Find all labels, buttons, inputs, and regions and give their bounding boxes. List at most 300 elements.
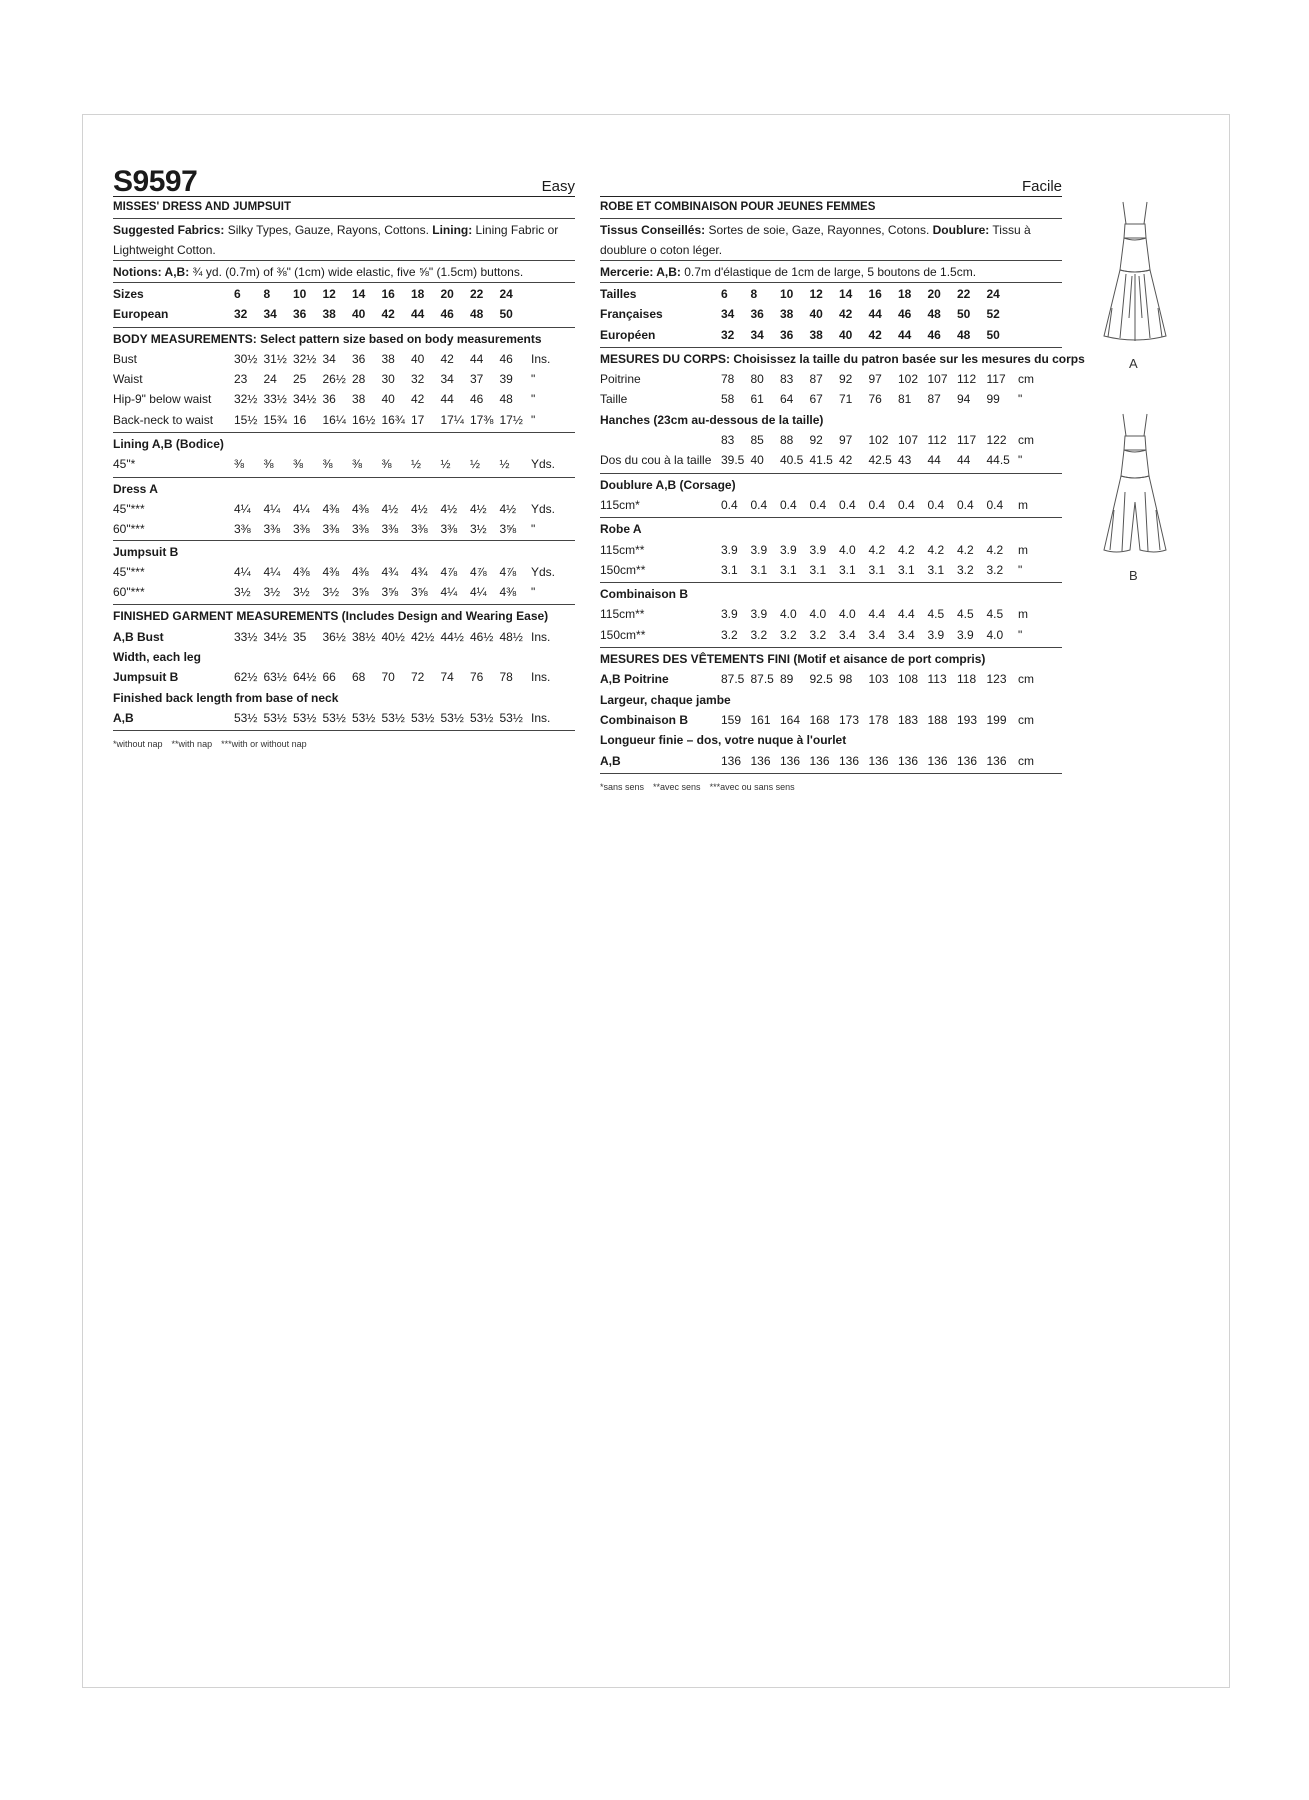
cell-value: 40 — [352, 307, 366, 322]
lining-label: Lining: — [432, 223, 473, 237]
row-label: A,B — [600, 753, 621, 768]
cell-value: 161 — [750, 712, 771, 727]
fabrics-text: Silky Types, Gauze, Rayons, Cottons. — [224, 223, 433, 237]
cell-value: ½ — [470, 457, 481, 472]
finished-heading: FINISHED GARMENT MEASUREMENTS (Includes Design and Wearing Ease) — [113, 609, 549, 624]
cell-value: 4¼ — [293, 501, 310, 516]
cell-value: 17⅜ — [470, 412, 494, 427]
cell-value: 53½ — [499, 710, 523, 725]
cell-value: 68 — [352, 670, 366, 685]
english-column — [113, 165, 575, 751]
unit-label: " — [1018, 627, 1023, 642]
cell-value: 0.4 — [986, 497, 1004, 512]
cell-value: 3½ — [234, 585, 251, 600]
cell-value: 38 — [381, 351, 395, 366]
hip-title: Hanches (23cm au-dessous de la taille) — [600, 412, 824, 427]
cell-value: 98 — [839, 672, 853, 687]
difficulty-level: Easy — [541, 178, 575, 195]
difficulty-level: Facile — [1021, 178, 1062, 195]
cell-value: 3.1 — [868, 562, 886, 577]
cell-value: 78 — [499, 670, 513, 685]
table-row — [113, 349, 575, 369]
cell-value: 164 — [780, 712, 801, 727]
cell-value: 136 — [927, 753, 948, 768]
cell-value: 173 — [839, 712, 860, 727]
cell-value: 168 — [809, 712, 830, 727]
cell-value: 83 — [721, 433, 735, 448]
cell-value: 183 — [898, 712, 919, 727]
footnotes — [113, 731, 575, 751]
cell-value: 38 — [352, 392, 366, 407]
cell-value: 3.9 — [750, 607, 768, 622]
cell-value: 136 — [721, 753, 742, 768]
pattern-title: MISSES' DRESS AND JUMPSUIT — [113, 197, 575, 219]
table-row — [600, 495, 1062, 515]
cell-value: 40½ — [381, 629, 405, 644]
table-row — [113, 627, 575, 647]
row-label: Combinaison B — [600, 712, 689, 727]
cell-value: 38 — [809, 327, 823, 342]
cell-value: 3.9 — [957, 627, 974, 642]
row-label: A,B Bust — [113, 629, 164, 644]
cell-value: 32 — [721, 327, 735, 342]
cell-value: 97 — [868, 372, 882, 387]
cell-value: 43 — [898, 453, 912, 468]
unit-label: " — [531, 412, 536, 427]
row-label: Poitrine — [600, 372, 641, 387]
cell-value: 122 — [986, 433, 1007, 448]
cell-value: 3.9 — [780, 542, 797, 557]
cell-value: 46 — [440, 307, 454, 322]
cell-value: 64 — [780, 392, 794, 407]
cell-value: 16 — [293, 412, 307, 427]
cell-value: 15½ — [234, 412, 258, 427]
table-row — [113, 369, 575, 389]
row-label: 45"*** — [113, 501, 145, 516]
cell-value: ⅜ — [293, 457, 304, 472]
cell-value: 136 — [986, 753, 1007, 768]
cell-value: 3.1 — [839, 562, 856, 577]
cell-value: 39 — [499, 372, 513, 387]
cell-value: 44 — [927, 453, 941, 468]
body-heading-rest: Select pattern size based on body measurements — [256, 331, 542, 346]
cell-value: 4⅜ — [499, 585, 517, 600]
cell-value: 50 — [986, 327, 1000, 342]
cell-value: 38½ — [352, 629, 376, 644]
unit-label: Ins. — [531, 670, 551, 685]
cell-value: 16½ — [352, 412, 376, 427]
body-rows — [600, 369, 1062, 410]
cell-value: 107 — [898, 433, 919, 448]
unit-label: m — [1018, 497, 1028, 512]
cell-value: 117 — [957, 433, 977, 448]
table-row — [600, 304, 1062, 324]
cell-value: 81 — [898, 392, 912, 407]
cell-value: 64½ — [293, 670, 317, 685]
cell-value: 4¼ — [234, 501, 251, 516]
dress-yardage-table — [600, 518, 1062, 583]
fabrics-paragraph — [113, 219, 575, 261]
cell-value: 14 — [352, 287, 366, 301]
cell-value: 76 — [470, 670, 484, 685]
cell-value: ⅜ — [234, 457, 245, 472]
cell-value: 4½ — [499, 501, 517, 516]
cell-value: 94 — [957, 392, 971, 407]
cell-value: 40 — [809, 307, 823, 322]
sketch-label-b: B — [1129, 568, 1138, 583]
row-label: A,B Poitrine — [600, 672, 669, 687]
cell-value: 53½ — [381, 710, 405, 725]
jumpsuit-rows — [113, 562, 575, 603]
cell-value: 32 — [234, 307, 248, 322]
table-row — [600, 560, 1062, 580]
notions-paragraph — [600, 261, 1062, 283]
lining-yardage-table — [600, 474, 1062, 519]
width-title: Width, each leg — [113, 650, 201, 665]
cell-value: 17¼ — [440, 412, 464, 427]
cell-value: 44 — [898, 327, 912, 342]
cell-value: 36 — [293, 307, 307, 322]
cell-value: 3½ — [322, 585, 340, 600]
cell-value: 4⅜ — [322, 564, 340, 579]
unit-label: m — [1018, 607, 1028, 622]
row-label: Européen — [600, 327, 656, 342]
cell-value: 12 — [322, 287, 336, 301]
table-row — [600, 540, 1062, 560]
cell-value: 42 — [440, 351, 454, 366]
cell-value: 4⅞ — [470, 564, 487, 579]
table-row — [113, 562, 575, 582]
cell-value: 34 — [750, 327, 764, 342]
section-heading — [113, 329, 575, 349]
cell-value: 123 — [986, 672, 1007, 687]
cell-value: 53½ — [322, 710, 346, 725]
cell-value: ⅜ — [263, 457, 274, 472]
body-measurements-table — [600, 348, 1085, 474]
cell-value: 34½ — [293, 392, 317, 407]
cell-value: 6 — [721, 287, 728, 301]
cell-value: 3.2 — [986, 562, 1004, 577]
cell-value: 0.4 — [721, 497, 738, 512]
cell-value: 4½ — [470, 501, 487, 516]
cell-value: 0.4 — [957, 497, 974, 512]
table-row — [600, 369, 1062, 389]
cell-value: 34 — [263, 307, 277, 322]
cell-value: 16¾ — [381, 412, 405, 427]
cell-value: 48 — [927, 307, 941, 322]
section-heading: MESURES DU CORPS: Choisissez la taille du patron basée sur les mesures du corps — [600, 351, 1085, 366]
cell-value: 87 — [809, 372, 823, 387]
cell-value: 53½ — [352, 710, 376, 725]
cell-value: 44.5 — [986, 453, 1010, 468]
body-heading: BODY MEASUREMENTS: — [113, 331, 257, 346]
cell-value: 4⅞ — [499, 564, 517, 579]
cell-value: 46 — [927, 327, 941, 342]
notions-text: ¾ yd. (0.7m) of ⅜" (1cm) wide elastic, five ⅝" (1.5cm) buttons. — [189, 265, 524, 279]
row-label: 60"*** — [113, 585, 145, 600]
cell-value: 3⅜ — [293, 522, 310, 537]
cell-value: ½ — [440, 457, 451, 472]
cell-value: 71 — [839, 392, 853, 407]
row-label: Waist — [113, 372, 143, 387]
cell-value: 4¼ — [440, 585, 458, 600]
dress-rows — [600, 540, 1062, 581]
cell-value: 199 — [986, 712, 1007, 727]
cell-value: 0.4 — [750, 497, 768, 512]
cell-value: 136 — [898, 753, 919, 768]
cell-value: 53½ — [234, 710, 258, 725]
cell-value: 8 — [263, 287, 271, 301]
cell-value: 87 — [927, 392, 941, 407]
cell-value: 17½ — [499, 412, 523, 427]
cell-value: 34 — [322, 351, 336, 366]
cell-value: 3.9 — [809, 542, 827, 557]
cell-value: 44 — [470, 351, 484, 366]
cell-value: 4½ — [381, 501, 399, 516]
cell-value: 3.1 — [780, 562, 797, 577]
table-row — [113, 519, 575, 539]
cell-value: 4½ — [440, 501, 458, 516]
finished-heading: MESURES DES VÊTEMENTS FINI (Motif et aisance de port compris) — [600, 652, 986, 667]
row-label: Jumpsuit B — [113, 670, 179, 685]
footnote: **with nap — [171, 739, 213, 750]
cell-value: 48 — [499, 392, 513, 407]
sizes-table — [113, 283, 575, 328]
dress-rows — [113, 499, 575, 540]
cell-value: 25 — [293, 372, 307, 387]
cell-value: 4¼ — [470, 585, 487, 600]
cell-value: 159 — [721, 712, 742, 727]
cell-value: 3.1 — [721, 562, 738, 577]
cell-value: 32½ — [293, 351, 317, 366]
notions-text: 0.7m d'élastique de 1cm de large, 5 boutons de 1.5cm. — [680, 265, 977, 279]
pattern-title: ROBE ET COMBINAISON POUR JEUNES FEMMES — [600, 197, 1062, 219]
table-row — [113, 389, 575, 409]
unit-label: " — [531, 392, 536, 407]
unit-label: cm — [1018, 753, 1034, 768]
unit-label: Yds. — [531, 564, 556, 579]
cell-value: 26½ — [322, 372, 346, 387]
pattern-code: S9597 — [113, 165, 198, 198]
row-label: 45"*** — [113, 564, 145, 579]
cell-value: 4.5 — [986, 607, 1004, 622]
length-title: Longueur finie – dos, votre nuque à l'ourlet — [600, 733, 847, 748]
cell-value: 78 — [721, 372, 735, 387]
notions-label: Notions: A,B: — [113, 265, 190, 279]
cell-value: 4.5 — [957, 607, 974, 622]
table-row — [600, 389, 1062, 409]
table-row — [600, 325, 1062, 345]
cell-value: 136 — [809, 753, 830, 768]
cell-value: 92.5 — [809, 672, 833, 687]
row-label: Tailles — [600, 287, 637, 301]
unit-label — [529, 304, 531, 324]
cell-value: 76 — [868, 392, 882, 407]
table-row — [113, 304, 575, 324]
cell-value: 34 — [440, 372, 454, 387]
cell-value: 3⅜ — [440, 522, 458, 537]
cell-value: 117 — [986, 372, 1006, 387]
unit-label: Ins. — [531, 351, 551, 366]
cell-value: 4¾ — [381, 564, 399, 579]
cell-value: 34 — [721, 307, 735, 322]
jumpsuit-title: Combinaison B — [600, 587, 689, 602]
fabrics-text: Sortes de soie, Gaze, Rayonnes, Cotons. — [705, 223, 933, 237]
cell-value: 18 — [898, 287, 912, 301]
cell-value: 80 — [750, 372, 764, 387]
cell-value: 48½ — [499, 629, 523, 644]
cell-value: 20 — [440, 287, 454, 301]
cell-value: 8 — [750, 287, 758, 301]
row-label: European — [113, 307, 169, 322]
cell-value: 112 — [957, 372, 977, 387]
row-label: Bust — [113, 351, 138, 366]
cell-value: 4.2 — [957, 542, 974, 557]
footnote: **avec sens — [653, 781, 701, 792]
cell-value: 53½ — [263, 710, 287, 725]
row-label: 115cm* — [600, 497, 640, 512]
cell-value: 16 — [868, 287, 882, 301]
cell-value: 3⅝ — [381, 585, 399, 600]
table-row — [600, 669, 1062, 689]
cell-value: 3.2 — [780, 627, 797, 642]
cell-value: 3.4 — [868, 627, 886, 642]
footnotes — [600, 774, 1062, 794]
cell-value: 31½ — [263, 351, 287, 366]
row-label: A,B — [113, 710, 134, 725]
table-row — [600, 604, 1062, 624]
cell-value: 3⅜ — [381, 522, 399, 537]
cell-value: 118 — [957, 672, 977, 687]
cell-value: 40 — [839, 327, 853, 342]
cell-value: 99 — [986, 392, 1000, 407]
cell-value: 3.2 — [721, 627, 738, 642]
cell-value: 33½ — [234, 629, 258, 644]
cell-value: 3½ — [263, 585, 281, 600]
cell-value: 24 — [499, 287, 513, 301]
footnote: ***with or without nap — [221, 739, 307, 750]
dress-title: Dress A — [113, 481, 158, 496]
row-label: Françaises — [600, 307, 663, 322]
table-row — [113, 454, 575, 474]
cell-value: 4.4 — [898, 607, 915, 622]
cell-value: 4.0 — [809, 607, 827, 622]
cell-value: 53½ — [411, 710, 435, 725]
unit-label — [529, 284, 531, 304]
footnote: ***avec ou sans sens — [709, 781, 795, 792]
cell-value: 4.4 — [868, 607, 886, 622]
dress-yardage-table — [113, 478, 575, 540]
finished-measurements-table — [113, 605, 575, 731]
cell-value: 48 — [470, 307, 484, 322]
cell-value: 16 — [381, 287, 395, 301]
cell-value: 4.2 — [898, 542, 915, 557]
cell-value: 42 — [868, 327, 882, 342]
unit-label: " — [531, 585, 536, 600]
cell-value: 4½ — [411, 501, 428, 516]
lining-label: Doublure: — [932, 223, 990, 237]
cell-value: 39.5 — [721, 453, 745, 468]
unit-label: Yds. — [531, 457, 556, 472]
cell-value: 42 — [381, 307, 395, 322]
cell-value: 3.1 — [750, 562, 768, 577]
table-row — [113, 499, 575, 519]
dress-title: Robe A — [600, 522, 642, 537]
table-row — [113, 284, 575, 304]
cell-value: 50 — [957, 307, 971, 322]
cell-value: 37 — [470, 372, 484, 387]
jumpsuit-yardage-table — [113, 540, 575, 606]
cell-value: 28 — [352, 372, 366, 387]
lining-text: Lining Fabric or Lightweight Cotton. — [113, 223, 559, 257]
cell-value: 48 — [957, 327, 971, 342]
unit-label: Ins. — [531, 710, 551, 725]
cell-value: 42 — [411, 392, 425, 407]
cell-value: 18 — [411, 287, 425, 301]
cell-value: 92 — [809, 433, 823, 448]
row-label: 60"*** — [113, 522, 145, 537]
cell-value: ½ — [499, 457, 510, 472]
cell-value: 23 — [234, 372, 248, 387]
cell-value: 36½ — [322, 629, 346, 644]
cell-value: 36 — [780, 327, 794, 342]
cell-value: 6 — [234, 287, 241, 301]
cell-value: 4.0 — [839, 542, 856, 557]
table-row — [113, 708, 575, 728]
lining-yardage-table — [113, 433, 575, 478]
cell-value: 36 — [352, 351, 366, 366]
cell-value: 136 — [868, 753, 889, 768]
cell-value: 53½ — [440, 710, 464, 725]
row-label: Taille — [600, 392, 628, 407]
cell-value: 30 — [381, 372, 395, 387]
unit-label: cm — [1018, 712, 1034, 727]
cell-value: 102 — [868, 433, 889, 448]
cell-value: 107 — [927, 372, 948, 387]
cell-value: 87.5 — [721, 672, 745, 687]
jumpsuit-sketch-icon — [1092, 410, 1178, 562]
row-label: Sizes — [113, 287, 144, 301]
table-row — [600, 430, 1062, 450]
cell-value: 35 — [293, 629, 307, 644]
unit-label — [1016, 325, 1018, 345]
table-row — [600, 710, 1062, 730]
cell-value: 62½ — [234, 670, 258, 685]
cell-value: 112 — [927, 433, 947, 448]
cell-value: 0.4 — [809, 497, 827, 512]
cell-value: 44 — [957, 453, 971, 468]
cell-value: 136 — [839, 753, 860, 768]
sketch-label-a: A — [1129, 356, 1138, 371]
row-label: 45"* — [113, 457, 136, 472]
cell-value: 88 — [780, 433, 794, 448]
table-row — [600, 751, 1062, 771]
dress-sketch-icon — [1092, 198, 1178, 350]
cell-value: 83 — [780, 372, 794, 387]
cell-value: 3⅝ — [352, 585, 369, 600]
table-row — [600, 284, 1062, 304]
cell-value: 10 — [780, 287, 794, 301]
length-title: Finished back length from base of neck — [113, 690, 339, 705]
cell-value: 4¼ — [263, 564, 281, 579]
body-rows — [113, 349, 575, 430]
cell-value: 17 — [411, 412, 425, 427]
cell-value: 10 — [293, 287, 307, 301]
table-row — [113, 410, 575, 430]
cell-value: 3½ — [293, 585, 310, 600]
lining-rows — [600, 495, 1062, 515]
cell-value: 178 — [868, 712, 889, 727]
